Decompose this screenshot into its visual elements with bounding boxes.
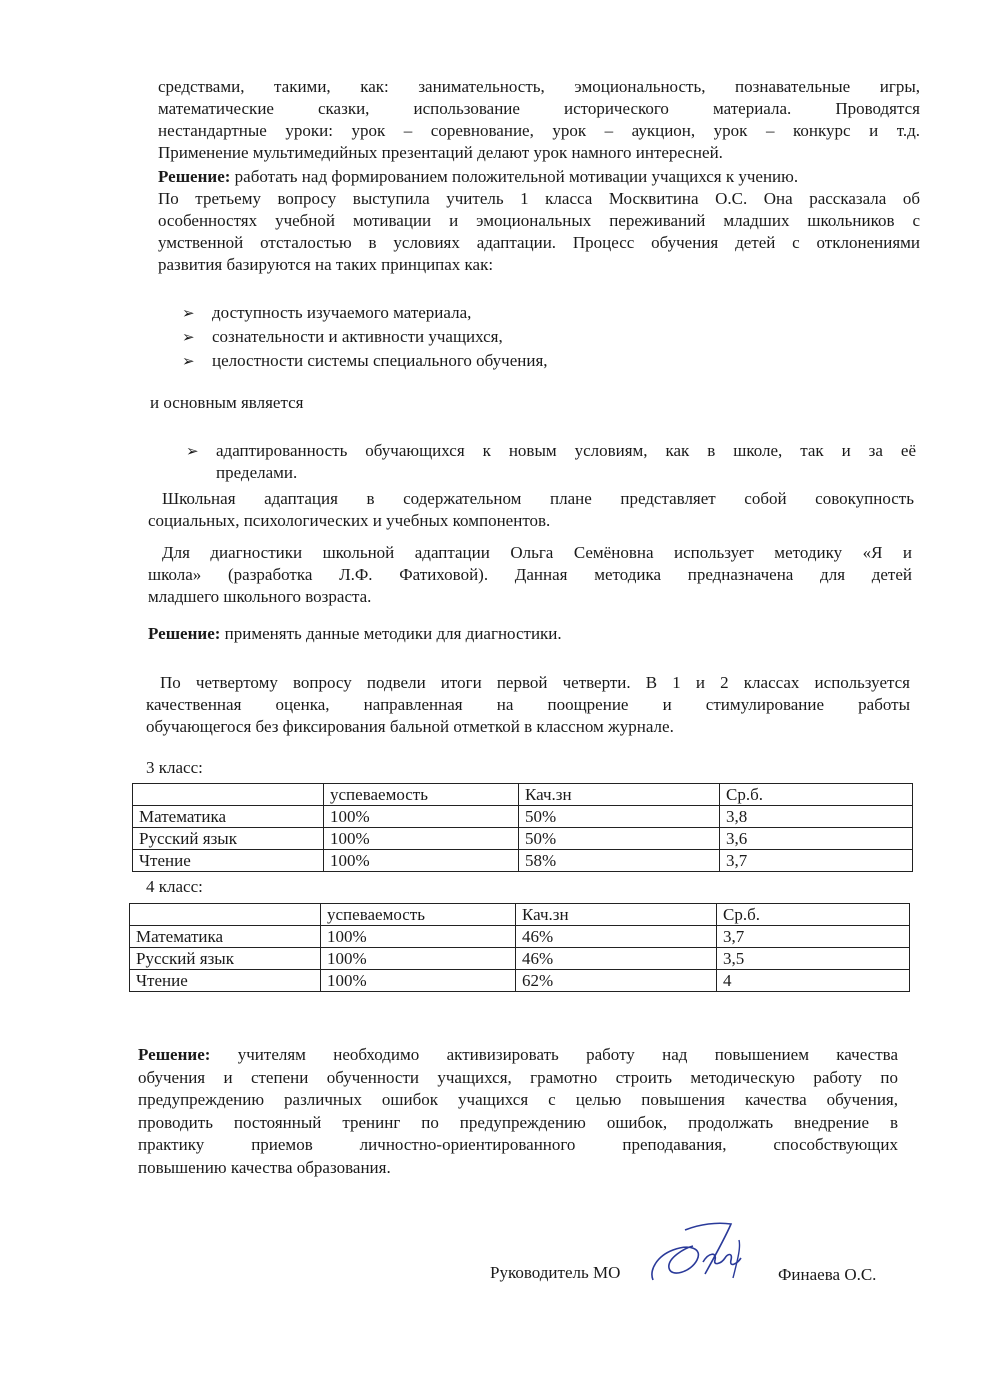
table-cell: 62% (516, 970, 717, 992)
text-line: адаптированность обучающихся к новым условиям, как в школе, так и за её (216, 441, 916, 460)
table-row (133, 806, 913, 828)
text-line: Школьная адаптация в содержательном плане представляет собой совокупность (162, 489, 914, 508)
footer-role: Руководитель МО (490, 1263, 621, 1282)
table-cell: 100% (324, 806, 519, 828)
decision-label: Решение: (148, 624, 221, 643)
table-cell: 100% (321, 970, 516, 992)
decision-1 (158, 166, 920, 188)
table-cell: 100% (321, 948, 516, 970)
grades-table-4 (129, 903, 910, 992)
footer-name: Финаева О.С. (778, 1265, 877, 1284)
decision-text: работать над формированием положительной мотивации учащихся к учению. (234, 167, 799, 186)
table-cell: Чтение (133, 850, 324, 872)
table-cell: 50% (519, 828, 720, 850)
table-cell: 3,6 (720, 828, 913, 850)
signature-icon (645, 1218, 755, 1288)
decision-3 (138, 1044, 898, 1179)
table-header-cell: Кач.зн (519, 784, 720, 806)
intro-paragraph (158, 76, 920, 164)
table-row (133, 828, 913, 850)
table-cell: 3,5 (717, 948, 910, 970)
table-cell: 100% (324, 850, 519, 872)
table-header-cell (133, 784, 324, 806)
table-cell: 46% (516, 948, 717, 970)
table-header-row (133, 784, 913, 806)
table-cell: 100% (321, 926, 516, 948)
text-line: проводить постоянный тренинг по предупреждению ошибок, продолжать внедрение в (138, 1112, 898, 1132)
text-line (138, 1044, 898, 1067)
text-line: практику приемов личностно-ориентированного преподавания, способствующих (138, 1135, 898, 1154)
table-cell: 3,8 (720, 806, 913, 828)
table-row (130, 970, 910, 992)
table-header-cell: Ср.б. (717, 904, 910, 926)
table-row (130, 926, 910, 948)
main-principle-list (186, 440, 916, 484)
text-line: качественная оценка, направленная на поощрение и стимулирование работы (146, 695, 910, 714)
decision-text: применять данные методики для диагностики. (224, 624, 562, 643)
table-row (130, 948, 910, 970)
list-item (186, 440, 916, 484)
third-question-paragraph (158, 188, 920, 276)
text-line: обучения и степени обученности учащихся, грамотно строить методическую работу по (138, 1067, 898, 1087)
text-line: средствами, такими, как: занимательность, эмоциональность, познавательные игры, (158, 77, 920, 96)
table-cell: Русский язык (130, 948, 321, 970)
table-cell: 3,7 (717, 926, 910, 948)
table-cell: 3,7 (720, 850, 913, 872)
text-line: По третьему вопросу выступила учитель 1 класса Москвитина О.С. Она рассказала об (158, 189, 920, 208)
decision-label: Решение: (158, 167, 231, 186)
table-cell: 50% (519, 806, 720, 828)
list-item: ➢ сознательности и активности учащихся, (182, 327, 503, 346)
text-line: обучающегося без фиксирования бальной отметкой в классном журнале. (146, 717, 674, 736)
table-cell: Математика (130, 926, 321, 948)
table-header-cell: успеваемость (321, 904, 516, 926)
text-line: развития базируются на таких принципах как: (158, 255, 494, 274)
text-line: школа» (разработка Л.Ф. Фатиховой). Данная методика предназначена для детей (148, 565, 912, 584)
table-header-cell: Ср.б. (720, 784, 913, 806)
text-line: умственной отсталостью в условиях адаптации. Процесс обучения детей с отклонениями (158, 233, 920, 252)
table-caption-4: 4 класс: (146, 877, 203, 896)
text-line: Для диагностики школьной адаптации Ольга Семёновна использует методику «Я и (162, 543, 912, 562)
fourth-question-paragraph (146, 672, 910, 738)
main-principle-intro: и основным является (150, 393, 304, 412)
text-line: особенностях учебной мотивации и эмоциональных переживаний младших школьников с (158, 211, 920, 230)
arrow-bullet-icon: ➢ (182, 328, 195, 346)
text-line: социальных, психологических и учебных компонентов. (148, 511, 551, 530)
table-cell: 46% (516, 926, 717, 948)
arrow-bullet-icon: ➢ (182, 304, 195, 322)
table-header-cell: успеваемость (324, 784, 519, 806)
method-paragraph (148, 542, 912, 608)
table-cell: Чтение (130, 970, 321, 992)
adaptation-paragraph (148, 488, 914, 532)
text-line: младшего школьного возраста. (148, 587, 372, 606)
text-line: пределами. (216, 463, 298, 482)
table-cell: Русский язык (133, 828, 324, 850)
table-cell: 58% (519, 850, 720, 872)
decision-text: учителям необходимо активизировать работу над повышением качества (237, 1045, 898, 1064)
list-item: ➢ целостности системы специального обучения, (182, 351, 548, 370)
text-line: нестандартные уроки: урок – соревнование, урок – аукцион, урок – конкурс и т.д. (158, 121, 920, 140)
text-line: предупреждению различных ошибок учащихся с целью повышения качества обучения, (138, 1090, 898, 1109)
arrow-bullet-icon: ➢ (182, 352, 195, 370)
table-caption-3: 3 класс: (146, 758, 203, 777)
grades-table-3 (132, 783, 913, 872)
table-row (133, 850, 913, 872)
table-cell: Математика (133, 806, 324, 828)
table-header-cell: Кач.зн (516, 904, 717, 926)
arrow-bullet-icon: ➢ (186, 442, 199, 460)
list-item: ➢ доступность изучаемого материала, (182, 303, 472, 322)
principles-list (182, 302, 882, 372)
decision-2 (148, 623, 914, 645)
text-line: математические сказки, использование исторического материала. Проводятся (158, 99, 920, 118)
table-header-cell (130, 904, 321, 926)
table-header-row (130, 904, 910, 926)
text-line: Применение мультимедийных презентаций делают урок намного интересней. (158, 143, 723, 162)
text-line: повышению качества образования. (138, 1157, 391, 1177)
table-cell: 4 (717, 970, 910, 992)
decision-label: Решение: (138, 1045, 211, 1064)
table-cell: 100% (324, 828, 519, 850)
text-line: По четвертому вопросу подвели итоги первой четверти. В 1 и 2 классах используется (160, 673, 910, 692)
